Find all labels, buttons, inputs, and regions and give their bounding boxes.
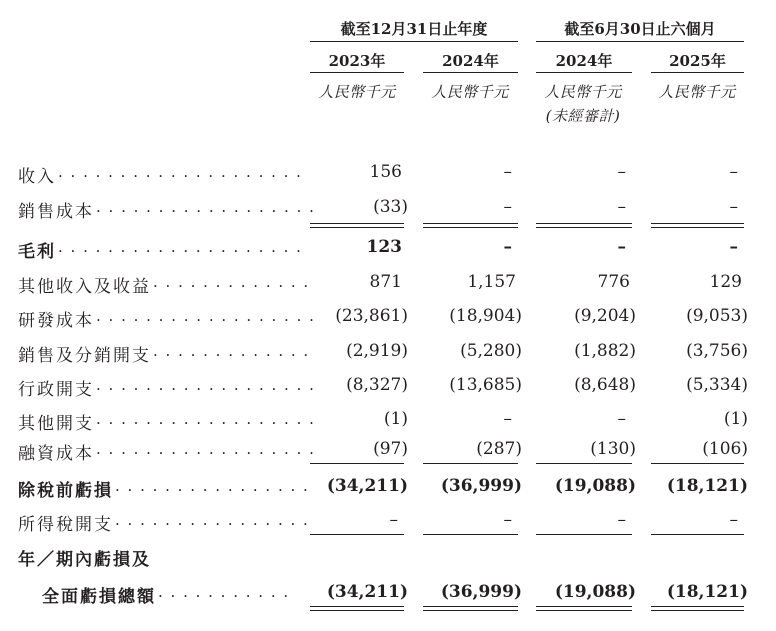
row-value: (19,088) [554,582,636,602]
row-label: 毛利 [18,242,56,262]
column-year-3: 2024年 [555,52,613,70]
column-year-2: 2024年 [442,52,499,70]
row-leader-dots: . . . . . . . . . . . . . [153,273,310,291]
row-value: (9,204) [574,306,636,326]
column-year-4: 2025年 [669,52,726,70]
group-header-six-months: 截至6月30日止六個月 [564,20,716,38]
group-header-underline [310,41,518,42]
row-value: (8,327) [346,375,408,395]
row-label: 研發成本 [18,311,94,331]
grand-total-rule [423,606,518,607]
row-value: – [729,162,738,182]
subtotal-rule [423,223,518,224]
row-value: (18,121) [666,476,748,496]
column-unit-4: 人民幣千元 [658,83,736,101]
group-header-underline [536,41,744,42]
row-value: (9,053) [686,306,748,326]
row-value: (13,685) [449,375,522,395]
grand-total-rule [310,606,404,607]
year-underline [536,72,632,73]
row-value: – [503,237,512,257]
row-label: 行政開支 [18,380,94,400]
row-value: (36,999) [440,476,522,496]
subtotal-rule [651,223,744,224]
row-value: (33) [373,197,408,217]
subtotal-rule [310,223,404,224]
row-value: – [617,510,626,530]
subtotal-rule [423,227,518,228]
row-label: 收入 [18,167,56,187]
row-value: (34,211) [326,476,408,496]
row-label: 其他收入及收益 [18,277,151,297]
row-value: – [729,510,738,530]
row-value: (8,648) [574,375,636,395]
column-year-1: 2023年 [328,52,386,70]
subtotal-rule [651,227,744,228]
row-value: – [617,237,626,257]
row-value: – [729,237,738,257]
row-value: (106) [702,439,748,459]
row-value: (36,999) [440,582,522,602]
row-leader-dots: . . . . . . . . . . . . . . . . . . . . [58,238,303,256]
row-value: (130) [590,439,636,459]
total-rule [423,463,518,464]
total-rule [651,534,744,535]
row-label: 所得稅開支 [18,515,113,535]
row-value: (23,861) [335,306,408,326]
row-label: 年／期內虧損及 [18,550,151,570]
column-note-unaudited: (未經審計) [545,107,621,125]
row-label: 除稅前虧損 [18,481,113,501]
row-value: – [503,409,512,429]
row-value: 1,157 [467,272,516,292]
subtotal-rule [536,223,632,224]
column-unit-2: 人民幣千元 [431,83,509,101]
row-value: 156 [369,162,402,182]
row-value: 123 [366,237,402,257]
row-leader-dots: . . . . . . . . . . . . . . . . [115,477,310,495]
row-value: 129 [709,272,742,292]
row-value: 776 [597,272,630,292]
row-leader-dots: . . . . . . . . . . . . . [153,342,310,360]
row-leader-dots: . . . . . . . . . . . . . . . . . . . . [58,163,303,181]
total-rule [423,534,518,535]
row-value: (19,088) [554,476,636,496]
row-leader-dots: . . . . . . . . . . . . . . . . . . [96,440,316,458]
column-unit-1: 人民幣千元 [318,83,396,101]
row-value: – [389,510,398,530]
row-value: (5,280) [460,341,522,361]
row-leader-dots: . . . . . . . . . . . [158,583,290,601]
row-value: (1) [383,409,408,429]
column-unit-3: 人民幣千元 [544,83,622,101]
row-label: 銷售成本 [18,202,94,222]
row-leader-dots: . . . . . . . . . . . . . . . . . . [96,307,316,325]
row-value: (3,756) [686,341,748,361]
row-value: – [503,197,512,217]
total-rule [536,534,632,535]
row-leader-dots: . . . . . . . . . . . . . . . . [115,511,310,529]
year-underline [423,72,518,73]
year-underline [651,72,744,73]
row-label: 融資成本 [18,444,94,464]
grand-total-rule [423,610,518,611]
row-value: (97) [373,439,408,459]
row-value: (287) [476,439,522,459]
row-value: (1,882) [574,341,636,361]
row-value: (34,211) [326,582,408,602]
total-rule [310,463,404,464]
group-header-year-ended: 截至12月31日止年度 [340,20,488,38]
row-leader-dots: . . . . . . . . . . . . . . . . . . [96,198,316,216]
grand-total-rule [651,610,744,611]
row-label: 銷售及分銷開支 [18,346,151,366]
row-label: 其他開支 [18,414,94,434]
grand-total-rule [536,610,632,611]
row-label: 全面虧損總額 [42,587,156,607]
row-value: – [617,409,626,429]
total-rule [536,463,632,464]
subtotal-rule [536,227,632,228]
total-rule [651,463,744,464]
subtotal-rule [310,227,404,228]
row-value: – [503,162,512,182]
row-value: (1) [723,409,748,429]
row-value: (18,904) [449,306,522,326]
row-value: (5,334) [686,375,748,395]
row-value: (18,121) [666,582,748,602]
total-rule [310,534,404,535]
row-value: – [617,162,626,182]
row-leader-dots: . . . . . . . . . . . . . . . . . . [96,376,316,394]
row-value: (2,919) [346,341,408,361]
row-value: – [503,510,512,530]
year-underline [310,72,404,73]
grand-total-rule [536,606,632,607]
row-leader-dots: . . . . . . . . . . . . . . . . . . [96,410,316,428]
row-value: 871 [369,272,402,292]
grand-total-rule [651,606,744,607]
row-value: – [729,197,738,217]
row-value: – [617,197,626,217]
grand-total-rule [310,610,404,611]
